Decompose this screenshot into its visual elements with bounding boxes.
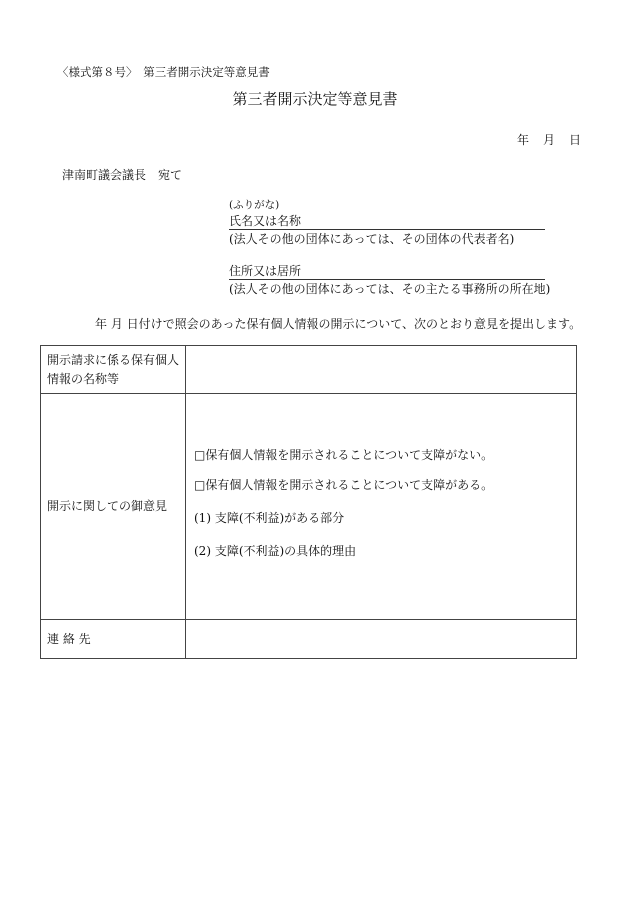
name-note: (法人その他の団体にあっては、その団体の代表者名)	[229, 232, 515, 246]
table-row	[41, 346, 577, 394]
row-label-contact: 連 絡 先	[41, 620, 186, 659]
address-field[interactable]	[229, 262, 545, 280]
table-row	[41, 394, 577, 620]
form-number: 〈様式第８号〉 第三者開示決定等意見書	[57, 65, 270, 79]
name-field[interactable]	[229, 212, 545, 230]
option-issue-reason: (2) 支障(不利益)の具体的理由	[194, 543, 357, 558]
date-month: 月	[543, 133, 556, 147]
address-label: 住所又は居所	[229, 264, 302, 278]
document-title: 第三者開示決定等意見書	[232, 90, 398, 108]
option-issue-part: (1) 支障(不利益)がある部分	[194, 510, 345, 525]
request-info-cell[interactable]	[186, 346, 577, 394]
contact-cell[interactable]	[186, 620, 577, 659]
opinion-table	[40, 345, 577, 659]
furigana-label: (ふりがな)	[229, 199, 280, 211]
opinion-cell[interactable]	[186, 394, 577, 620]
date-line	[517, 131, 581, 148]
address-note: (法人その他の団体にあっては、その主たる事務所の所在地)	[229, 282, 551, 296]
option-has-issue[interactable]: □保有個人情報を開示されることについて支障がある。	[194, 477, 494, 492]
date-day: 日	[569, 133, 582, 147]
row-label-opinion: 開示に関しての御意見	[41, 394, 186, 620]
name-label: 氏名又は名称	[229, 214, 302, 228]
table-row	[41, 620, 577, 659]
row-label-request: 開示請求に係る保有個人情報の名称等	[41, 346, 186, 394]
option-no-issue[interactable]: □保有個人情報を開示されることについて支障がない。	[194, 447, 494, 462]
addressee: 津南町議会議長 宛て	[62, 168, 183, 182]
statement-text: 年 月 日付けで照会のあった保有個人情報の開示について、次のとおり意見を提出します。	[95, 317, 582, 331]
date-year: 年	[517, 133, 530, 147]
